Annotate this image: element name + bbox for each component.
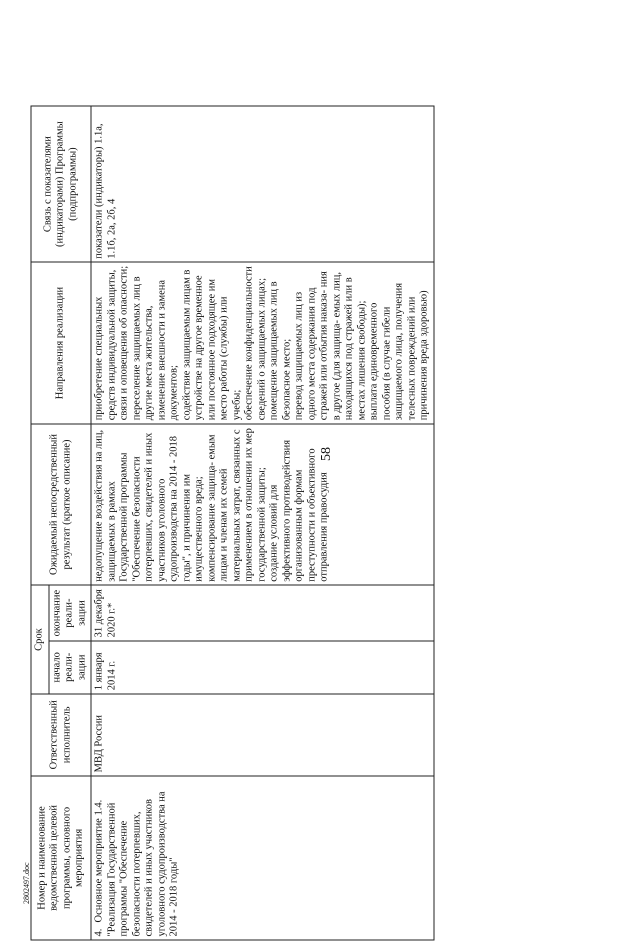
cell-name [91,776,434,940]
table-row [91,106,434,940]
row-name: Основное мероприятие 1.4. "Реализация Государственной программы "Обеспечение безопасности потерпевших, свидетелей и иных участников уголовного судопроизводства на 2014 - 2018 годы" [93,791,180,937]
direction-item: содействие защищаемым лицам в устройстве на другое временное или постоянное подходящее им место работы (службы) или учебы; [181,269,242,421]
header-start: начало реали- зации [49,641,92,694]
direction-item: выплата единовременного пособия (в случае гибели защищаемого лица, получения телесных повреждений или причинения вреда здоровью) [368,282,430,421]
cell-directions [91,262,434,424]
direction-item: переселение защищаемых лиц в другие места жительства, изменение внешности и замена документов; [131,276,180,421]
cell-indicators: показатели (индикаторы) 1.1а, 1.1б, 2а, 2б, 4 [91,106,434,262]
direction-item: обеспечение конфиденциальности сведений о защищаемых лицах; [243,266,267,421]
cell-end: 31 декабря 2020 г.* [91,585,434,641]
direction-item: перевод защищаемых лиц из одного места содержания под стражей или отбытия наказа- ния в другое (для защища- емых лиц, находящихся под стражей или в местах лишения свободы); [293,271,367,421]
header-result: Ожидаемый непосредственный результат (краткое описание) [31,424,91,586]
direction-item: приобретение специальных средств индивидуальной защиты, связи и оповещения об опасности; [93,265,130,421]
cell-executor: МВД России [91,694,434,776]
header-term: Срок [31,585,49,694]
cell-start: 1 января 2014 г. [91,641,434,694]
header-end: окончание реали- зации [49,585,92,641]
row-number: 4. [93,928,105,937]
header-indicators: Связь с показателями (индикаторами) Программы (подпрограммы) [31,106,91,262]
rotated-table-wrapper [31,106,551,941]
header-directions: Направления реализации [31,262,91,424]
program-table [31,106,435,941]
footer-doc-code: 2802497.doc [22,862,31,904]
header-name: Номер и наименование ведомственной целевой программы, основного мероприятия [31,776,91,940]
cell-result: недопущение воздействия на лиц, защищаемых в рамках Государственной программы "Обеспечение безопасности потерпевших, свидетелей и иных участников уголовного судопроизводства на 2014 - 2018 годы", и причинения им имущественного вреда; компенсирование защища- емым лицам и членам их семей материальных затрат, связанных с применением в отношении их мер государственной защиты; создание условий для эффективного противодействия организованным формам преступности и объективного отправления правосудия [91,424,434,586]
direction-item: помещение защищаемых лиц в безопасное место; [268,281,292,421]
page-number: 58 [319,447,334,461]
header-executor: Ответственный исполнитель [31,694,91,776]
